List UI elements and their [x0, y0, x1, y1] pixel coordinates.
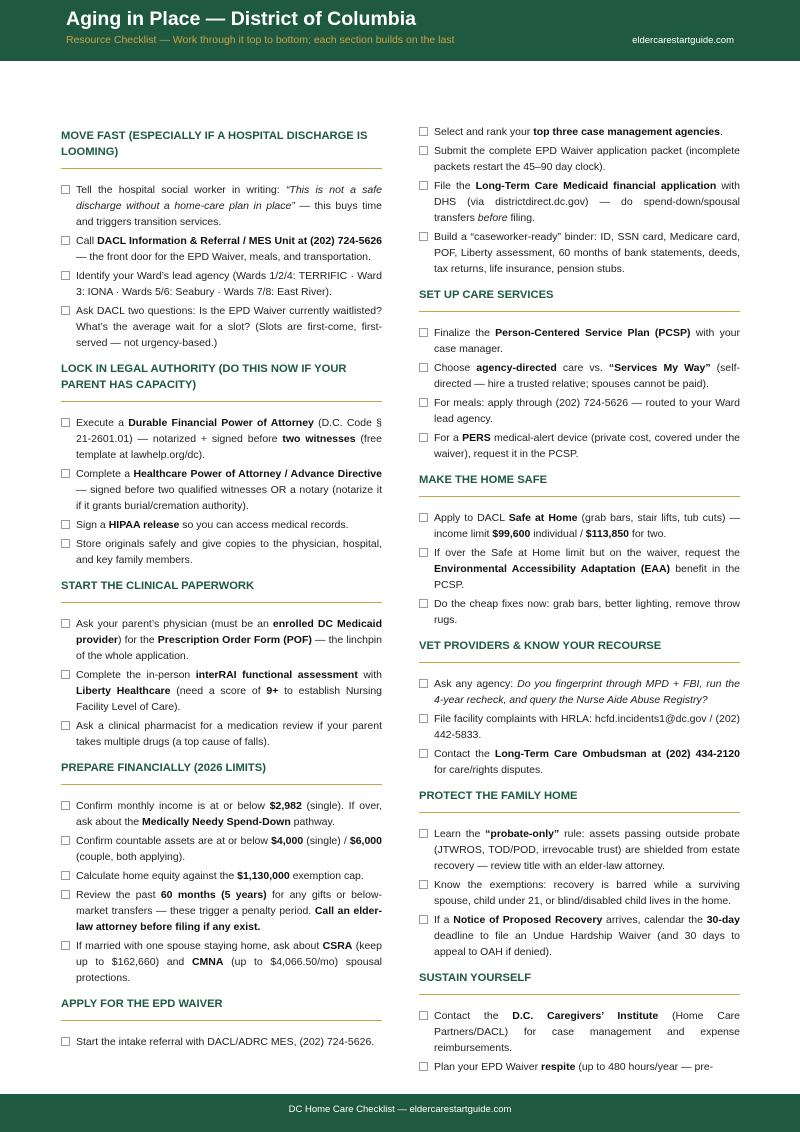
- item-text-run: File the: [434, 180, 476, 192]
- checklist-item: [419, 1008, 740, 1056]
- item-text-run: Finalize the: [434, 327, 496, 339]
- checklist-item-text: [434, 432, 740, 460]
- item-text-run: Calculate home equity against the: [76, 870, 238, 882]
- item-text-run: If married with one spouse staying home, ask about: [76, 940, 323, 952]
- left-column: [61, 124, 382, 1060]
- checklist-item: [61, 833, 382, 865]
- item-text-run: Ask DACL two questions: Is the EPD Waiver currently waitlisted? What’s the average wait for a slot? (Slots are first-come, first-served — not urgency-based.): [76, 305, 382, 349]
- checklist-item: [419, 545, 740, 593]
- item-text-run: pathway.: [290, 816, 335, 828]
- page-header: [0, 0, 800, 61]
- item-text-run: ) for the: [118, 634, 158, 646]
- checklist-section: [419, 788, 740, 960]
- checkbox[interactable]: [61, 836, 70, 845]
- item-text-run: Review the past: [76, 889, 161, 901]
- item-text-run: rule: assets passing outside probate (JTWROS, TOD/POD, irrevocable trust) are shielded from estate recovery — review title with an elder-law attorney.: [434, 828, 740, 872]
- checkbox[interactable]: [419, 880, 428, 889]
- item-emphasis: Safe at Home: [508, 512, 578, 524]
- item-emphasis: HIPAA release: [108, 519, 180, 531]
- page-subtitle: Resource Checklist — Work through it top to bottom; each section builds on the last: [66, 34, 455, 46]
- item-text-run: Confirm countable assets are at or below: [76, 835, 272, 847]
- checklist-item-text: [434, 1010, 740, 1054]
- checkbox[interactable]: [419, 679, 428, 688]
- checklist-item-text: [434, 914, 740, 958]
- item-emphasis: Environmental Accessibility Adaptation (EAA): [434, 563, 671, 575]
- checklist-item-text: [434, 327, 740, 355]
- item-text-run: individual /: [530, 528, 586, 540]
- checklist-item: [419, 676, 740, 708]
- checklist-item: [419, 912, 740, 960]
- item-text-run: so you can access medical records.: [179, 519, 349, 531]
- item-text-run: Ask your parent’s physician (must be an: [76, 618, 273, 630]
- checklist-item-text: [76, 669, 382, 713]
- checklist-item: [419, 746, 740, 778]
- checkbox[interactable]: [419, 599, 428, 608]
- checklist-item-text: [434, 362, 740, 390]
- checkbox[interactable]: [61, 236, 70, 245]
- item-text-run: (free template at lawhelp.org/dc).: [76, 433, 382, 461]
- checklist-section: [61, 361, 382, 568]
- checklist-item-text: [76, 538, 382, 566]
- checkbox[interactable]: [61, 271, 70, 280]
- checklist-item: [61, 466, 382, 514]
- checklist-item-text: [434, 828, 740, 872]
- item-emphasis: $2,982: [269, 800, 302, 812]
- checkbox[interactable]: [61, 539, 70, 548]
- checkbox[interactable]: [419, 146, 428, 155]
- checklist-section: [419, 970, 740, 1075]
- checkbox[interactable]: [61, 941, 70, 950]
- item-text-run: Learn the: [434, 828, 486, 840]
- item-emphasis: DACL Information & Referral / MES Unit at (202) 724-5626: [97, 235, 383, 247]
- site-url: eldercarestartguide.com: [632, 35, 734, 46]
- checklist-section: [61, 128, 382, 351]
- checkbox[interactable]: [61, 185, 70, 194]
- item-text-run: with: [357, 669, 382, 681]
- checkbox[interactable]: [419, 714, 428, 723]
- item-text-run: Submit the complete EPD Waiver application packet (incomplete packets restart the 45–90 day clock).: [434, 145, 740, 173]
- checklist-item: [61, 1034, 382, 1050]
- item-text-run: Sign a: [76, 519, 109, 531]
- item-emphasis: PERS: [462, 432, 491, 444]
- checkbox[interactable]: [61, 670, 70, 679]
- item-emphasis: Liberty Healthcare: [76, 685, 171, 697]
- item-emphasis: CSRA: [322, 940, 353, 952]
- checkbox[interactable]: [419, 181, 428, 190]
- item-text-run: Store originals safely and give copies to the physician, hospital, and key family members.: [76, 538, 382, 566]
- checkbox[interactable]: [419, 232, 428, 241]
- item-text-run: File facility complaints with HRLA: hcfd.incidents1@dc.gov / (202) 442-5833.: [434, 713, 740, 741]
- item-emphasis: $6,000: [349, 835, 382, 847]
- checklist-item-text: [434, 598, 740, 626]
- checklist-item-text: [76, 417, 382, 461]
- item-text-run: for care/rights disputes.: [434, 764, 544, 776]
- item-emphasis: respite: [540, 1061, 576, 1073]
- item-emphasis: $99,600: [492, 528, 531, 540]
- checklist-item-text: [434, 397, 740, 425]
- checklist-item-text: [76, 940, 382, 984]
- item-text-run: Identify your Ward’s lead agency (Wards 1/2/4: TERRIFIC · Ward 3: IONA · Wards 5/6: Seabury · Wards 7/8: East River).: [76, 270, 382, 298]
- checklist-section: [419, 287, 740, 462]
- checklist-item-text: [76, 720, 382, 748]
- checklist-item: [419, 360, 740, 392]
- checklist-item: [61, 798, 382, 830]
- item-italic: Do you fingerprint through MPD + FBI, run the 4-year recheck, and query the Nurse Aide Abuse Registry?: [434, 678, 740, 706]
- item-text-run: .: [719, 126, 723, 138]
- item-emphasis: Durable Financial Power of Attorney: [128, 417, 314, 429]
- section-heading-vet-providers-know-your-recourse: VET PROVIDERS & KNOW YOUR RECOURSE: [419, 638, 740, 663]
- checkbox[interactable]: [419, 749, 428, 758]
- item-text-run: (single). If over, ask about the: [76, 800, 382, 828]
- item-text-run: (D.C. Code § 21-2601.01) — notarized + signed before: [76, 417, 382, 445]
- item-emphasis: 30-day: [706, 914, 740, 926]
- checklist-item: [61, 868, 382, 884]
- item-text-run: deadline to file an Undue Hardship Waiver (and 30 days to appeal to OAH if denied).: [434, 930, 740, 958]
- section-heading-protect-the-family-home: PROTECT THE FAMILY HOME: [419, 788, 740, 813]
- item-emphasis: Healthcare Power of Attorney / Advance Directive: [133, 468, 382, 480]
- item-text-run: For a: [434, 432, 463, 444]
- item-emphasis: Prescription Order Form (POF): [157, 634, 312, 646]
- item-text-run: (Home Care Partners/DACL) for case management and expense reimbursements.: [434, 1010, 740, 1054]
- checkbox[interactable]: [419, 548, 428, 557]
- checklist-item: [419, 124, 740, 140]
- item-text-run: for any gifts or below-market transfers — these trigger a penalty period.: [76, 889, 383, 917]
- checklist-item: [61, 667, 382, 715]
- checklist-item-text: [76, 889, 382, 933]
- item-text-run: (single) /: [303, 835, 350, 847]
- checkbox[interactable]: [61, 801, 70, 810]
- item-text-run: with DHS (via districtdirect.dc.gov) — do spend-down/spousal transfers: [434, 180, 740, 224]
- checkbox[interactable]: [61, 871, 70, 880]
- checkbox[interactable]: [61, 520, 70, 529]
- item-text-run: care vs.: [556, 362, 609, 374]
- item-text-run: Complete a: [76, 468, 134, 480]
- checklist-item-text: [434, 748, 740, 776]
- page-footer: DC Home Care Checklist — eldercarestartguide.com: [0, 1094, 800, 1132]
- checklist-item: [419, 178, 740, 226]
- item-text-run: — the linchpin of the whole application.: [76, 634, 382, 662]
- checklist-item: [419, 877, 740, 909]
- checklist-item-text: [434, 713, 740, 741]
- section-heading-set-up-care-services: SET UP CARE SERVICES: [419, 287, 740, 312]
- item-italic: “This is not a safe discharge without a home-care plan in place”: [76, 184, 383, 212]
- checkbox[interactable]: [419, 1062, 428, 1071]
- checkbox[interactable]: [419, 829, 428, 838]
- item-emphasis: Person-Centered Service Plan (PCSP): [495, 327, 691, 339]
- checklist-item-text: [76, 835, 382, 863]
- checklist-item: [419, 229, 740, 277]
- checkbox[interactable]: [61, 418, 70, 427]
- checklist-item-text: [434, 231, 740, 275]
- section-heading-sustain-yourself: SUSTAIN YOURSELF: [419, 970, 740, 995]
- checklist-item-text: [76, 519, 349, 531]
- checkbox[interactable]: [419, 915, 428, 924]
- checklist-item: [419, 325, 740, 357]
- checkbox[interactable]: [419, 433, 428, 442]
- checkbox[interactable]: [419, 363, 428, 372]
- checklist-item-text: [434, 1061, 713, 1073]
- checkbox[interactable]: [419, 1011, 428, 1020]
- item-text-run: Confirm monthly income is at or below: [76, 800, 270, 812]
- item-text-run: to establish Nursing Facility Level of Care).: [76, 685, 383, 713]
- item-text-run: Plan your EPD Waiver: [434, 1061, 541, 1073]
- item-text-run: exemption cap.: [289, 870, 364, 882]
- right-column: [419, 124, 740, 1086]
- checklist-item: [419, 596, 740, 628]
- item-emphasis: $4,000: [271, 835, 304, 847]
- item-text-run: Ask a clinical pharmacist for a medication review if your parent takes multiple drugs (a top cause of falls).: [76, 720, 382, 748]
- page-title: Aging in Place — District of Columbia: [66, 8, 416, 30]
- section-heading-apply-for-the-epd-waiver: APPLY FOR THE EPD WAIVER: [61, 996, 382, 1021]
- section-heading-prepare-financially-2026-limits: PREPARE FINANCIALLY (2026 LIMITS): [61, 760, 382, 785]
- item-emphasis: “Services My Way”: [608, 362, 711, 374]
- checklist-item-text: [434, 512, 740, 540]
- item-text-run: Contact the: [434, 1010, 513, 1022]
- item-text-run: (up to 480 hours/year — pre-: [575, 1061, 714, 1073]
- item-emphasis: D.C. Caregivers’ Institute: [512, 1010, 659, 1022]
- checklist-item: [419, 395, 740, 427]
- item-text-run: Complete the in-person: [76, 669, 196, 681]
- checklist-item-text: [76, 1036, 374, 1048]
- checklist-item-text: [76, 870, 364, 882]
- item-emphasis: “probate-only”: [485, 828, 560, 840]
- checklist-item: [61, 718, 382, 750]
- item-text-run: Do the cheap fixes now: grab bars, better lighting, remove throw rugs.: [434, 598, 740, 626]
- checkbox[interactable]: [419, 127, 428, 136]
- checklist-section: [419, 638, 740, 778]
- item-text-run: If over the Safe at Home limit but on the waiver, request the: [434, 547, 740, 559]
- item-text-run: Call: [76, 235, 98, 247]
- section-heading-lock-in-legal-authority-do-this-now-if-y: LOCK IN LEGAL AUTHORITY (DO THIS NOW IF YOUR PARENT HAS CAPACITY): [61, 361, 382, 402]
- checklist-item: [419, 711, 740, 743]
- checklist-item: [61, 182, 382, 230]
- item-text-run: (self-directed — hire a trusted relative; spouses cannot be paid).: [434, 362, 740, 390]
- section-heading-start-the-clinical-paperwork: START THE CLINICAL PAPERWORK: [61, 578, 382, 603]
- item-text-run: (keep up to $162,660) and: [76, 940, 382, 968]
- item-text-run: — this buys time and triggers transition services.: [76, 200, 382, 228]
- item-emphasis: agency-directed: [476, 362, 557, 374]
- checklist-item-text: [434, 678, 740, 706]
- item-emphasis: $1,130,000: [237, 870, 290, 882]
- checklist-item: [419, 826, 740, 874]
- item-text-run: Select and rank your: [434, 126, 534, 138]
- checklist-item: [61, 268, 382, 300]
- checklist-item-text: [434, 547, 740, 591]
- checkbox[interactable]: [61, 1037, 70, 1046]
- section-heading-make-the-home-safe: MAKE THE HOME SAFE: [419, 472, 740, 497]
- item-text-run: Ask any agency:: [434, 678, 518, 690]
- checklist-item-text: [434, 180, 740, 224]
- checklist-item-text: [76, 270, 382, 298]
- checklist-section: [61, 996, 382, 1050]
- item-text-run: filing.: [507, 212, 535, 224]
- checklist-item: [419, 430, 740, 462]
- item-text-run: (need a score of: [170, 685, 267, 697]
- checklist-item-text: [76, 184, 382, 228]
- checklist-section: [61, 578, 382, 750]
- item-italic: before: [477, 212, 508, 224]
- checkbox[interactable]: [419, 513, 428, 522]
- item-emphasis: Long-Term Care Medicaid financial application: [475, 180, 717, 192]
- item-text-run: medical-alert device (private cost, covered under the waiver), request it in the PCSP.: [434, 432, 740, 460]
- item-text-run: for two.: [629, 528, 667, 540]
- checklist-item-text: [76, 618, 382, 662]
- item-emphasis: Medically Needy Spend-Down: [141, 816, 291, 828]
- item-emphasis: $113,850: [585, 528, 629, 540]
- checklist-item: [419, 510, 740, 542]
- item-text-run: Build a “caseworker-ready” binder: ID, SSN card, Medicare card, POF, Liberty assessment, 60 months of bank statements, deeds, tax returns, life insurance, pension stubs.: [434, 231, 740, 275]
- item-emphasis: Notice of Proposed Recovery: [453, 914, 603, 926]
- checklist-item: [61, 536, 382, 568]
- checklist-item: [61, 938, 382, 986]
- checklist-item: [61, 887, 382, 935]
- checklist-section: [419, 472, 740, 628]
- item-emphasis: Long-Term Care Ombudsman at (202) 434-2120: [494, 748, 740, 760]
- item-text-run: Know the exemptions: recovery is barred while a surviving spouse, child under 21, or blind/disabled child lives in the home.: [434, 879, 740, 907]
- item-emphasis: 9+: [266, 685, 279, 697]
- checklist-item-text: [76, 235, 382, 263]
- item-text-run: — the front door for the EPD Waiver, meals, and transportation.: [76, 251, 371, 263]
- item-text-run: Contact the: [434, 748, 495, 760]
- item-emphasis: top three case management agencies: [533, 126, 720, 138]
- checklist-item: [61, 415, 382, 463]
- item-emphasis: enrolled DC Medicaid provider: [76, 618, 382, 646]
- item-text-run: (couple, both applying).: [76, 851, 186, 863]
- item-text-run: benefit in the PCSP.: [434, 563, 740, 591]
- checklist-item-text: [76, 468, 382, 512]
- item-text-run: arrives, calendar the: [602, 914, 707, 926]
- checklist-item-text: [434, 879, 740, 907]
- item-text-run: Choose: [434, 362, 477, 374]
- checkbox[interactable]: [61, 721, 70, 730]
- checklist-item: [61, 233, 382, 265]
- checkbox[interactable]: [61, 619, 70, 628]
- checkbox[interactable]: [419, 398, 428, 407]
- checklist-item-text: [434, 126, 723, 138]
- checklist-item-text: [76, 800, 382, 828]
- item-text-run: with your case manager.: [434, 327, 740, 355]
- checklist-item-text: [76, 305, 382, 349]
- checkbox[interactable]: [419, 328, 428, 337]
- checklist-item: [419, 1059, 740, 1075]
- item-emphasis: CMNA: [191, 956, 224, 968]
- item-text-run: — signed before two qualified witnesses OR a notary (notarize it if it grants burial/cremation authority).: [76, 484, 382, 512]
- section-heading-move-fast-especially-if-a-hospital-disch: MOVE FAST (ESPECIALLY IF A HOSPITAL DISCHARGE IS LOOMING): [61, 128, 382, 169]
- item-text-run: Tell the hospital social worker in writing:: [76, 184, 286, 196]
- checkbox[interactable]: [61, 469, 70, 478]
- checklist-section: [61, 760, 382, 986]
- item-text-run: (grab bars, stair lifts, tub cuts) — income limit: [434, 512, 740, 540]
- checklist-item: [61, 616, 382, 664]
- item-text-run: Apply to DACL: [434, 512, 509, 524]
- item-text-run: For meals: apply through (202) 724-5626 — routed to your Ward lead agency.: [434, 397, 740, 425]
- checkbox[interactable]: [61, 890, 70, 899]
- item-text-run: Execute a: [76, 417, 129, 429]
- item-emphasis: Call an elder-law attorney before filing if any exist.: [76, 905, 382, 933]
- item-text-run: If a: [434, 914, 454, 926]
- checklist-section: [419, 124, 740, 277]
- checklist-item: [61, 517, 382, 533]
- item-emphasis: interRAI functional assessment: [195, 669, 358, 681]
- checklist-item-text: [434, 145, 740, 173]
- checklist-item: [61, 303, 382, 351]
- checkbox[interactable]: [61, 306, 70, 315]
- checklist-item: [419, 143, 740, 175]
- item-emphasis: two witnesses: [282, 433, 356, 445]
- item-text-run: (up to $4,066.50/mo) spousal protections.: [76, 956, 382, 984]
- item-emphasis: 60 months (5 years): [160, 889, 267, 901]
- item-text-run: Start the intake referral with DACL/ADRC MES, (202) 724-5626.: [76, 1036, 375, 1048]
